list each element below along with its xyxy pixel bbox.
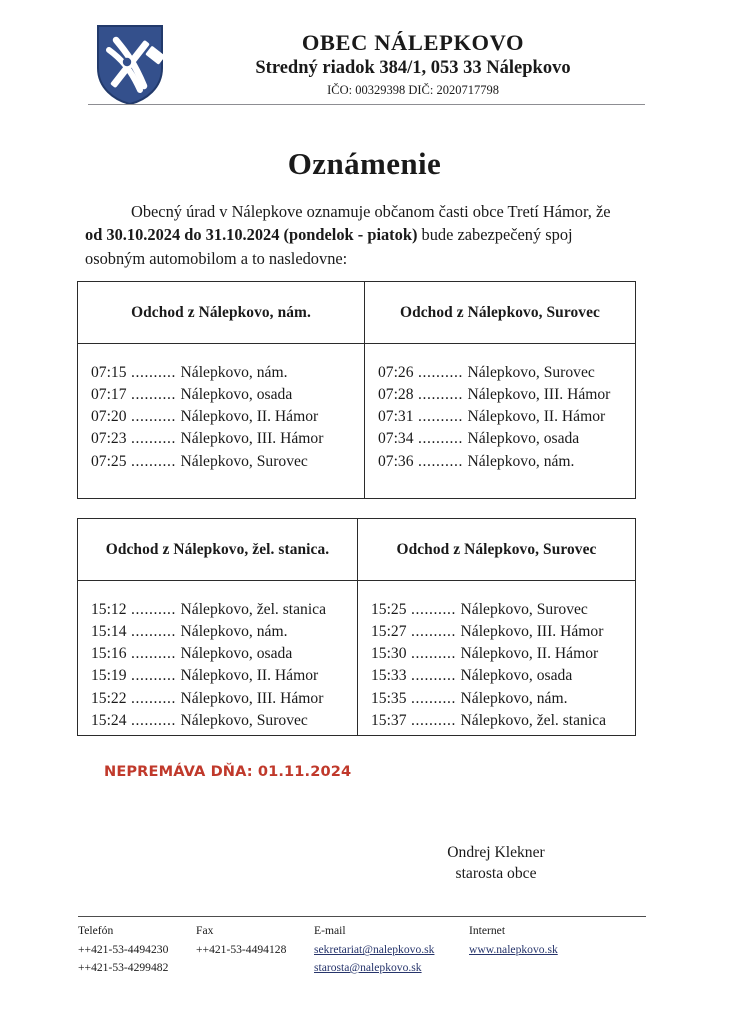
column-body (358, 581, 635, 735)
signatory-role: starosta obce (455, 865, 537, 883)
stop-name: Nálepkovo, nám. (180, 623, 288, 641)
stop-name: Nálepkovo, II. Hámor (180, 667, 319, 685)
email-link[interactable]: sekretariat@nalepkovo.sk (314, 943, 435, 957)
stop-name: Nálepkovo, nám. (180, 364, 288, 381)
dot-leader: .......... (406, 667, 461, 685)
schedule-column (365, 282, 635, 498)
departure-time: 15:12 (91, 601, 127, 618)
departure-time: 07:31 (377, 408, 414, 426)
departure-time: 07:26 (377, 364, 414, 381)
departure-time: 07:23 (91, 430, 127, 448)
dot-leader: .......... (406, 689, 461, 707)
dot-leader: .......... (126, 623, 181, 641)
stop-name: Nálepkovo, II. Hámor (460, 645, 599, 663)
stop-name: Nálepkovo, III. Hámor (467, 386, 611, 404)
dot-leader: .......... (126, 364, 181, 381)
table-row (91, 621, 357, 643)
dot-leader: .......... (126, 386, 181, 404)
departure-time: 07:34 (377, 430, 414, 448)
footer-column-fax (196, 922, 314, 976)
table-row (378, 384, 635, 406)
intro-line-1: Obecný úrad v Nálepkove oznamuje občanom časti obce Tretí Hámor, že (131, 202, 611, 221)
coat-of-arms-icon (96, 24, 164, 106)
stop-name: Nálepkovo, žel. stanica (460, 711, 606, 729)
phone-number: ++421-53-4299482 (78, 960, 169, 974)
table-row (91, 643, 357, 665)
departure-time: 15:24 (91, 711, 127, 729)
signatory-name: Ondrej Klekner (447, 844, 545, 861)
table-row (378, 362, 635, 384)
departure-time: 15:16 (91, 645, 127, 663)
dot-leader: .......... (406, 645, 461, 663)
footer-heading: Fax (196, 924, 214, 937)
stop-name: Nálepkovo, osada (180, 645, 293, 663)
stop-name: Nálepkovo, Surovec (467, 364, 595, 381)
table-row (371, 621, 635, 643)
website-link[interactable]: www.nalepkovo.sk (469, 943, 558, 957)
departure-time: 15:33 (371, 667, 407, 685)
dot-leader: .......... (126, 645, 181, 663)
dot-leader: .......... (413, 452, 468, 470)
column-header: Odchod z Nálepkovo, Surovec (358, 519, 635, 581)
stop-name: Nálepkovo, Surovec (180, 452, 308, 470)
stop-name: Nálepkovo, Surovec (460, 601, 588, 618)
column-header: Odchod z Nálepkovo, žel. stanica. (78, 519, 357, 581)
stop-name: Nálepkovo, II. Hámor (180, 408, 319, 426)
dot-leader: .......... (126, 667, 181, 685)
intro-line-3: osobným automobilom a to nasledovne: (85, 248, 348, 268)
departure-time: 07:28 (377, 386, 414, 404)
departure-time: 15:37 (371, 711, 407, 729)
stop-name: Nálepkovo, III. Hámor (460, 623, 604, 641)
departure-time: 07:20 (91, 408, 127, 426)
footer-heading: E-mail (314, 924, 346, 937)
table-row (91, 451, 364, 473)
dot-leader: .......... (126, 430, 181, 448)
table-row (371, 599, 635, 621)
table-row (91, 406, 364, 428)
departure-time: 07:36 (377, 452, 414, 470)
dot-leader: .......... (126, 601, 181, 618)
column-body (78, 581, 357, 735)
departure-time: 15:27 (371, 623, 407, 641)
departure-time: 15:30 (371, 645, 407, 663)
schedule-column (78, 519, 358, 735)
schedule-column (78, 282, 365, 498)
footer-divider (78, 916, 646, 917)
dot-leader: .......... (406, 601, 461, 618)
schedule-column (358, 519, 635, 735)
departure-time: 07:15 (91, 364, 127, 381)
table-row (371, 665, 635, 687)
departure-time: 15:14 (91, 623, 127, 641)
stop-name: Nálepkovo, III. Hámor (180, 689, 324, 707)
table-row (371, 710, 635, 732)
departure-time: 07:25 (91, 452, 127, 470)
stop-name: Nálepkovo, nám. (467, 452, 575, 470)
departure-time: 07:17 (91, 386, 127, 404)
table-row (378, 428, 635, 450)
dot-leader: .......... (413, 408, 468, 426)
stop-name: Nálepkovo, žel. stanica (180, 601, 326, 618)
fax-number: ++421-53-4494128 (196, 943, 287, 957)
footer-column-email (314, 922, 469, 976)
table-row (91, 599, 357, 621)
departure-time: 15:19 (91, 667, 127, 685)
departure-time: 15:22 (91, 689, 127, 707)
table-row (371, 643, 635, 665)
schedule-table-afternoon (77, 518, 636, 736)
departure-time: 15:35 (371, 689, 407, 707)
stop-name: Nálepkovo, III. Hámor (180, 430, 324, 448)
column-header: Odchod z Nálepkovo, nám. (78, 282, 364, 344)
column-header: Odchod z Nálepkovo, Surovec (365, 282, 635, 344)
dot-leader: .......... (126, 408, 181, 426)
header-divider (88, 104, 645, 105)
table-row (378, 451, 635, 473)
document-header (0, 22, 729, 102)
table-row (378, 406, 635, 428)
dot-leader: .......... (126, 711, 181, 729)
organisation-address: Stredný riadok 384/1, 053 33 Nálepkovo (255, 58, 571, 79)
stop-name: Nálepkovo, II. Hámor (467, 408, 606, 426)
table-row (91, 710, 357, 732)
organisation-block (178, 30, 648, 98)
footer-column-telephone (78, 922, 196, 976)
dot-leader: .......... (413, 364, 468, 381)
schedule-table-morning (77, 281, 636, 499)
departure-time: 15:25 (371, 601, 407, 618)
signature-block (380, 842, 612, 884)
intro-date-range: od 30.10.2024 do 31.10.2024 (pondelok - piatok) (85, 225, 418, 245)
stop-name: Nálepkovo, nám. (460, 689, 568, 707)
column-body (78, 344, 364, 498)
dot-leader: .......... (413, 430, 468, 448)
phone-number: ++421-53-4494230 (78, 943, 169, 957)
intro-paragraph (85, 200, 631, 270)
column-body (365, 344, 635, 498)
no-service-notice: NEPREMÁVA DŇA: 01.11.2024 (104, 763, 352, 780)
table-row (371, 688, 635, 710)
dot-leader: .......... (413, 386, 468, 404)
footer-heading: Telefón (78, 924, 114, 937)
contact-footer (78, 922, 658, 976)
stop-name: Nálepkovo, Surovec (180, 711, 308, 729)
organisation-name: OBEC NÁLEPKOVO (301, 30, 525, 55)
footer-heading: Internet (469, 924, 506, 937)
page-title: Oznámenie (287, 146, 442, 181)
table-row (91, 362, 364, 384)
footer-column-internet (469, 922, 639, 976)
dot-leader: .......... (126, 689, 181, 707)
dot-leader: .......... (406, 623, 461, 641)
table-row (91, 665, 357, 687)
dot-leader: .......... (406, 711, 461, 729)
stop-name: Nálepkovo, osada (180, 386, 293, 404)
stop-name: Nálepkovo, osada (467, 430, 580, 448)
table-row (91, 688, 357, 710)
dot-leader: .......... (126, 452, 181, 470)
table-row (91, 384, 364, 406)
organisation-registration-ids: IČO: 00329398 DIČ: 2020717798 (327, 82, 499, 97)
intro-line-2: bude zabezpečený spoj (417, 225, 573, 245)
stop-name: Nálepkovo, osada (460, 667, 573, 685)
email-link[interactable]: starosta@nalepkovo.sk (314, 960, 422, 974)
table-row (91, 428, 364, 450)
